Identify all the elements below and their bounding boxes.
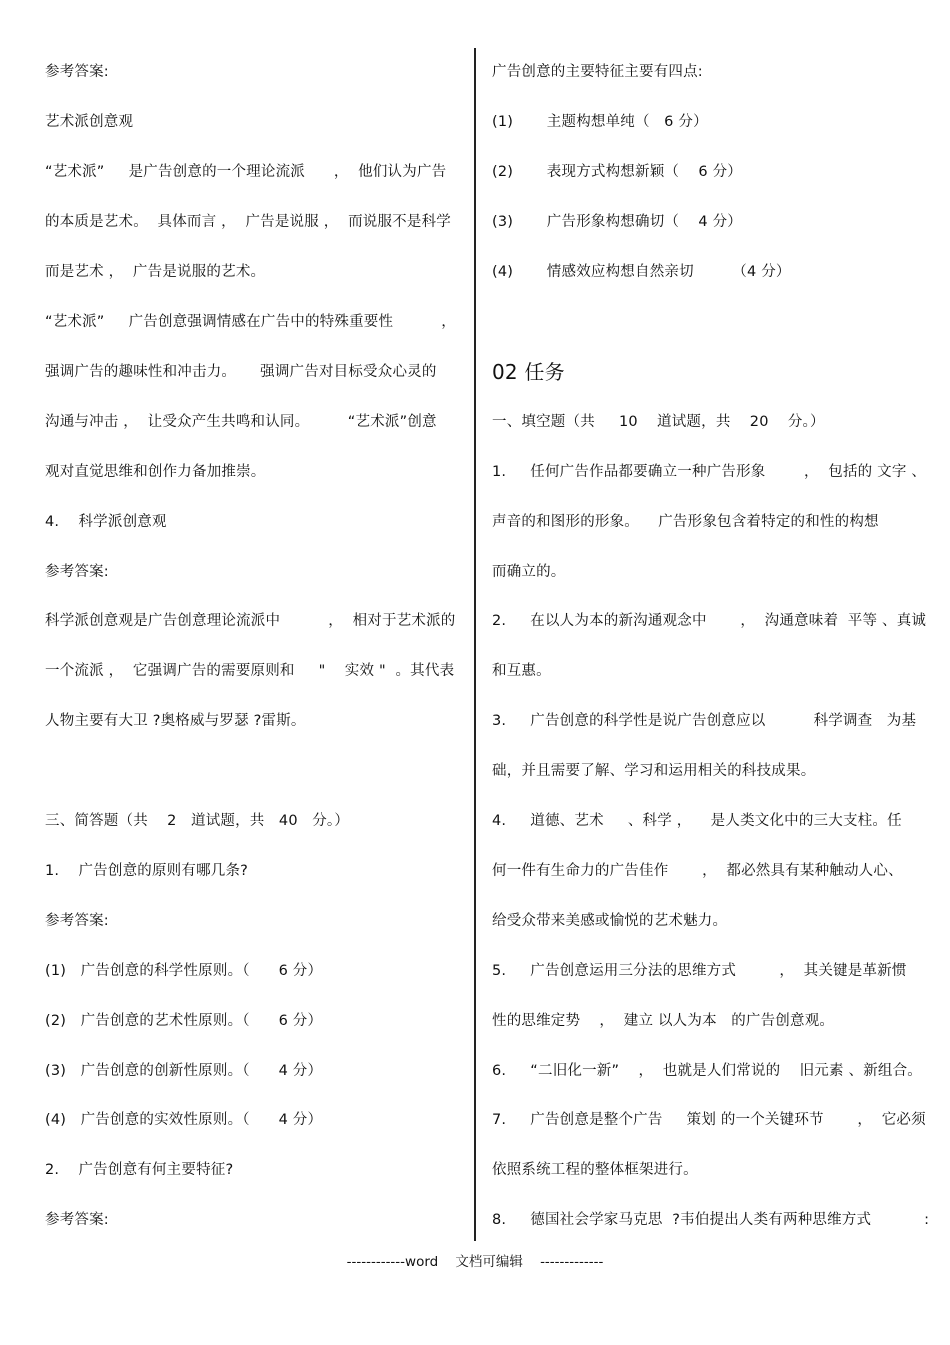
paragraph-line: 3. 广告创意的科学性是说广告创意应以 科学调查 为基 — [492, 713, 917, 729]
paragraph-line: 科学派创意观是广告创意理论流派中 ， 相对于艺术派的 — [45, 613, 456, 629]
paragraph-line: 一个流派 ， 它强调广告的需要原则和 " 实效 " 。其代表 — [45, 663, 455, 679]
question-title: 1. 广告创意的原则有哪几条? — [45, 863, 249, 879]
paragraph-line: 强调广告的趣味性和冲击力。 强调广告对目标受众心灵的 — [45, 364, 437, 380]
section-heading: 一、填空题（共 10 道试题，共 20 分。） — [492, 414, 825, 430]
column-divider — [474, 48, 476, 1241]
paragraph-line: 给受众带来美感或愉悦的艺术魅力。 — [492, 913, 728, 929]
paragraph-line: 沟通与冲击 ， 让受众产生共鸣和认同。 “艺术派”创意 — [45, 414, 437, 430]
task-heading: 02 任务 — [492, 360, 565, 384]
list-item: (4) 广告创意的实效性原则。（ 4 分） — [45, 1112, 323, 1128]
paragraph-line: 1. 任何广告作品都要确立一种广告形象 ， 包括的 文字 、 — [492, 464, 927, 480]
answer-label: 参考答案: — [45, 64, 109, 80]
list-item: (1) 广告创意的科学性原则。（ 6 分） — [45, 963, 323, 979]
paragraph-line: 人物主要有大卫 ?奥格威与罗瑟 ?雷斯。 — [45, 713, 306, 729]
paragraph-line: “艺术派” 广告创意强调情感在广告中的特殊重要性 ， — [45, 314, 456, 330]
paragraph-line: 础，并且需要了解、学习和运用相关的科技成果。 — [492, 763, 816, 779]
paragraph-line: 广告创意的主要特征主要有四点: — [492, 64, 703, 80]
list-item: (3) 广告创意的创新性原则。（ 4 分） — [45, 1063, 323, 1079]
list-item: (4) 情感效应构想自然亲切 （4 分） — [492, 264, 791, 280]
question-title: 4. 科学派创意观 — [45, 514, 167, 530]
paragraph-line: 7. 广告创意是整个广告 策划 的一个关键环节 ， 它必须 — [492, 1112, 926, 1128]
paragraph-line: 而确立的。 — [492, 564, 566, 580]
answer-label: 参考答案: — [45, 913, 109, 929]
paragraph-line: 5. 广告创意运用三分法的思维方式 ， 其关键是革新惯 — [492, 963, 907, 979]
paragraph-line: 的本质是艺术。 具体而言 ， 广告是说服 ， 而说服不是科学 — [45, 214, 451, 230]
answer-label: 参考答案: — [45, 1212, 109, 1228]
paragraph-line: 8. 德国社会学家马克思 ?韦伯提出人类有两种思维方式 : — [492, 1212, 930, 1228]
question-title: 2. 广告创意有何主要特征? — [45, 1162, 234, 1178]
paragraph-line: 声音的和图形的形象。 广告形象包含着特定的和性的构想 — [492, 514, 879, 530]
section-title: 艺术派创意观 — [45, 114, 134, 130]
paragraph-line: 2. 在以人为本的新沟通观念中 ， 沟通意味着 平等 、真诚 — [492, 613, 927, 629]
page-footer: ------------word 文档可编辑 ------------- — [346, 1254, 604, 1270]
section-heading: 三、简答题（共 2 道试题，共 40 分。） — [45, 813, 350, 829]
list-item: (3) 广告形象构想确切（ 4 分） — [492, 214, 742, 230]
answer-label: 参考答案: — [45, 564, 109, 580]
paragraph-line: 何一件有生命力的广告佳作 ， 都必然具有某种触动人心、 — [492, 863, 903, 879]
paragraph-line: 4. 道德、艺术 、科学 ， 是人类文化中的三大支柱。任 — [492, 813, 902, 829]
paragraph-line: 性的思维定势 ， 建立 以人为本 的广告创意观。 — [492, 1013, 835, 1029]
paragraph-line: 而是艺术 ， 广告是说服的艺术。 — [45, 264, 266, 280]
paragraph-line: 和互惠。 — [492, 663, 551, 679]
paragraph-line: 6. “二旧化一新” ， 也就是人们常说的 旧元素 、新组合。 — [492, 1063, 923, 1079]
paragraph-line: “艺术派” 是广告创意的一个理论流派 ， 他们认为广告 — [45, 164, 447, 180]
list-item: (2) 广告创意的艺术性原则。（ 6 分） — [45, 1013, 323, 1029]
list-item: (2) 表现方式构想新颖（ 6 分） — [492, 164, 742, 180]
list-item: (1) 主题构想单纯（ 6 分） — [492, 114, 708, 130]
paragraph-line: 观对直觉思维和创作力备加推崇。 — [45, 464, 266, 480]
paragraph-line: 依照系统工程的整体框架进行。 — [492, 1162, 698, 1178]
